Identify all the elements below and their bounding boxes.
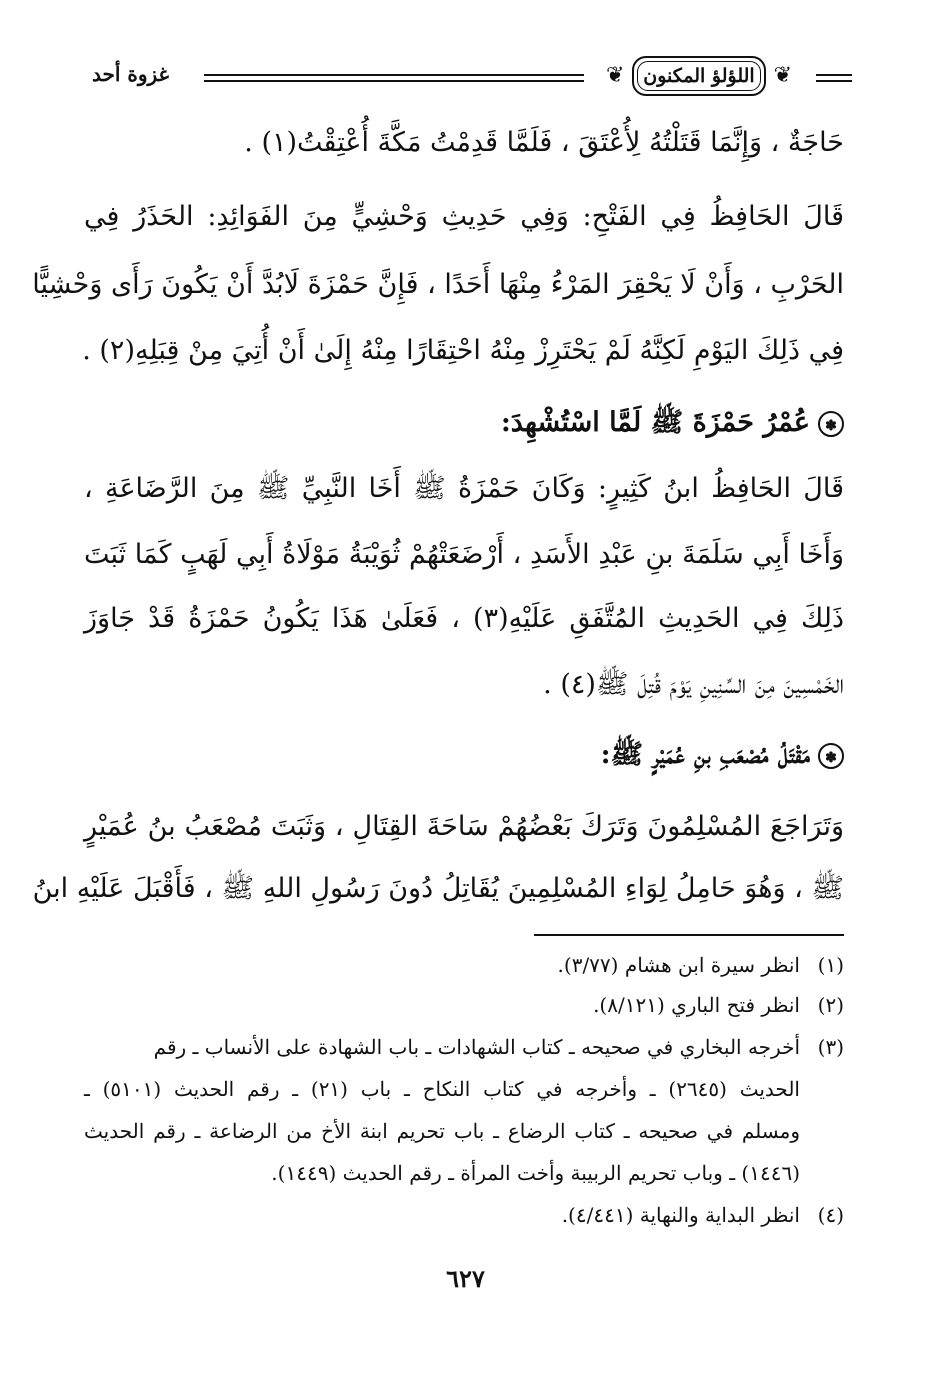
- body-line: ذَلِكَ فِي الحَدِيثِ المُتَّفَقِ عَلَيْهِ(٣) ، فَعَلَىٰ هَذَا يَكُونُ حَمْزَةُ قَدْ جَاوَزَ: [84, 603, 844, 634]
- page-number: ٦٢٧: [446, 1264, 485, 1293]
- footnote-continuation: ومسلم في صحيحه ـ كتاب الرضاع ـ باب تحريم ابنة الأخ من الرضاعة ـ رقم الحديث: [84, 1119, 801, 1143]
- body-line: وَتَرَاجَعَ المُسْلِمُونَ وَتَرَكَ بَعْضُهُمْ سَاحَةَ القِتَالِ ، وَثَبَتَ مُصْعَبُ بنُ عُمَيْرٍ: [84, 811, 844, 842]
- footnote-number: (١): [817, 953, 844, 977]
- footnote-number: (٢): [817, 993, 844, 1017]
- footnote: [84, 988, 844, 1022]
- ornament-icon: ❦: [606, 63, 625, 88]
- body-line: حَاجَةٌ ، وَإِنَّمَا قَتَلْتُهُ لِأُعْتَقَ ، فَلَمَّا قَدِمْتُ مَكَّةَ أُعْتِقْتُ(١) .: [244, 127, 844, 158]
- footnote-number: (٣): [817, 1035, 844, 1059]
- footnote: [84, 1030, 844, 1064]
- heading-text: عُمْرُ حَمْزَةَ ﷺ لَمَّا اسْتُشْهِدَ:: [500, 407, 810, 438]
- footnote-text: انظر البداية والنهاية (٤/٤٤١).: [561, 1203, 800, 1227]
- footnote-separator: [534, 934, 844, 936]
- header-rule-left: [204, 74, 584, 76]
- bullet-icon: ✽: [818, 411, 844, 437]
- body-line: وَأَخَا أَبِي سَلَمَةَ بنِ عَبْدِ الأَسَدِ ، أَرْضَعَتْهُمْ ثُوَيْبَةُ مَوْلَاةُ أَبِي لَهَبٍ كَمَا ثَبَتَ: [84, 539, 844, 570]
- body-line: الخَمْسِينَ مِنَ السِّنِينِ يَوْمَ قُتِلَ ﷺ(٤) .: [543, 669, 844, 700]
- running-header: [92, 42, 852, 114]
- footnote-continuation: الحديث (٢٦٤٥) ـ وأخرجه في كتاب النكاح ـ باب (٢١) ـ رقم الحديث (٥١٠١) ـ: [84, 1077, 800, 1101]
- book-title: اللؤلؤ المكنون: [643, 65, 755, 87]
- footnote-number: (٤): [817, 1203, 844, 1227]
- section-heading: [601, 734, 844, 776]
- bullet-icon: ✽: [818, 743, 844, 769]
- body-line: فِي ذَلِكَ اليَوْمِ لَكِنَّهُ لَمْ يَحْتَرِزْ مِنْهُ احْتِقَارًا مِنْهُ إِلَىٰ أَنْ أُتِيَ مِنْ قِبَلِهِ(٢) .: [82, 335, 844, 366]
- ornament-icon: ❦: [773, 63, 792, 88]
- body-line: الحَرْبِ ، وَأَنْ لَا يَحْقِرَ المَرْءُ مِنْهَا أَحَدًا ، فَإِنَّ حَمْزَةَ لَابُدَّ أَنْ يَكُونَ رَأَى وَحْشِيًّا: [32, 269, 844, 300]
- book-title-cartouche: [604, 48, 794, 104]
- body-line: قَالَ الحَافِظُ فِي الفَتْحِ: وَفِي حَدِيثِ وَحْشِيٍّ مِنَ الفَوَائِدِ: الحَذَرُ فِي: [84, 201, 844, 232]
- footnote-text: انظر سيرة ابن هشام (٣/٧٧).: [557, 953, 800, 977]
- footnote: [84, 948, 844, 982]
- footnote-continuation: (١٤٤٦) ـ وباب تحريم الربيبة وأخت المرأة ـ رقم الحديث (١٤٤٩).: [271, 1161, 800, 1185]
- footnote: [84, 1198, 844, 1232]
- footnote-text: أخرجه البخاري في صحيحه ـ كتاب الشهادات ـ باب الشهادة على الأنساب ـ رقم: [153, 1035, 800, 1059]
- header-rule-right: [816, 74, 852, 76]
- footnote-text: انظر فتح الباري (٨/١٢١).: [593, 993, 800, 1017]
- body-line: ﷺ ، وَهُوَ حَامِلُ لِوَاءِ المُسْلِمِينَ يُقَاتِلُ دُونَ رَسُولِ اللهِ ﷺ ، فَأَقْبَلَ عَلَيْهِ ابنُ: [32, 873, 844, 904]
- heading-text: مَقْتَلُ مُصْعَبِ بنِ عُمَيْرٍ ﷺ:: [600, 739, 810, 770]
- chapter-title: غزوة أحد: [92, 62, 170, 86]
- body-line: قَالَ الحَافِظُ ابنُ كَثِيرٍ: وَكَانَ حَمْزَةُ ﷺ أَخَا النَّبِيِّ ﷺ مِنَ الرَّضَاعَةِ ،: [84, 473, 844, 504]
- section-heading: [501, 402, 844, 444]
